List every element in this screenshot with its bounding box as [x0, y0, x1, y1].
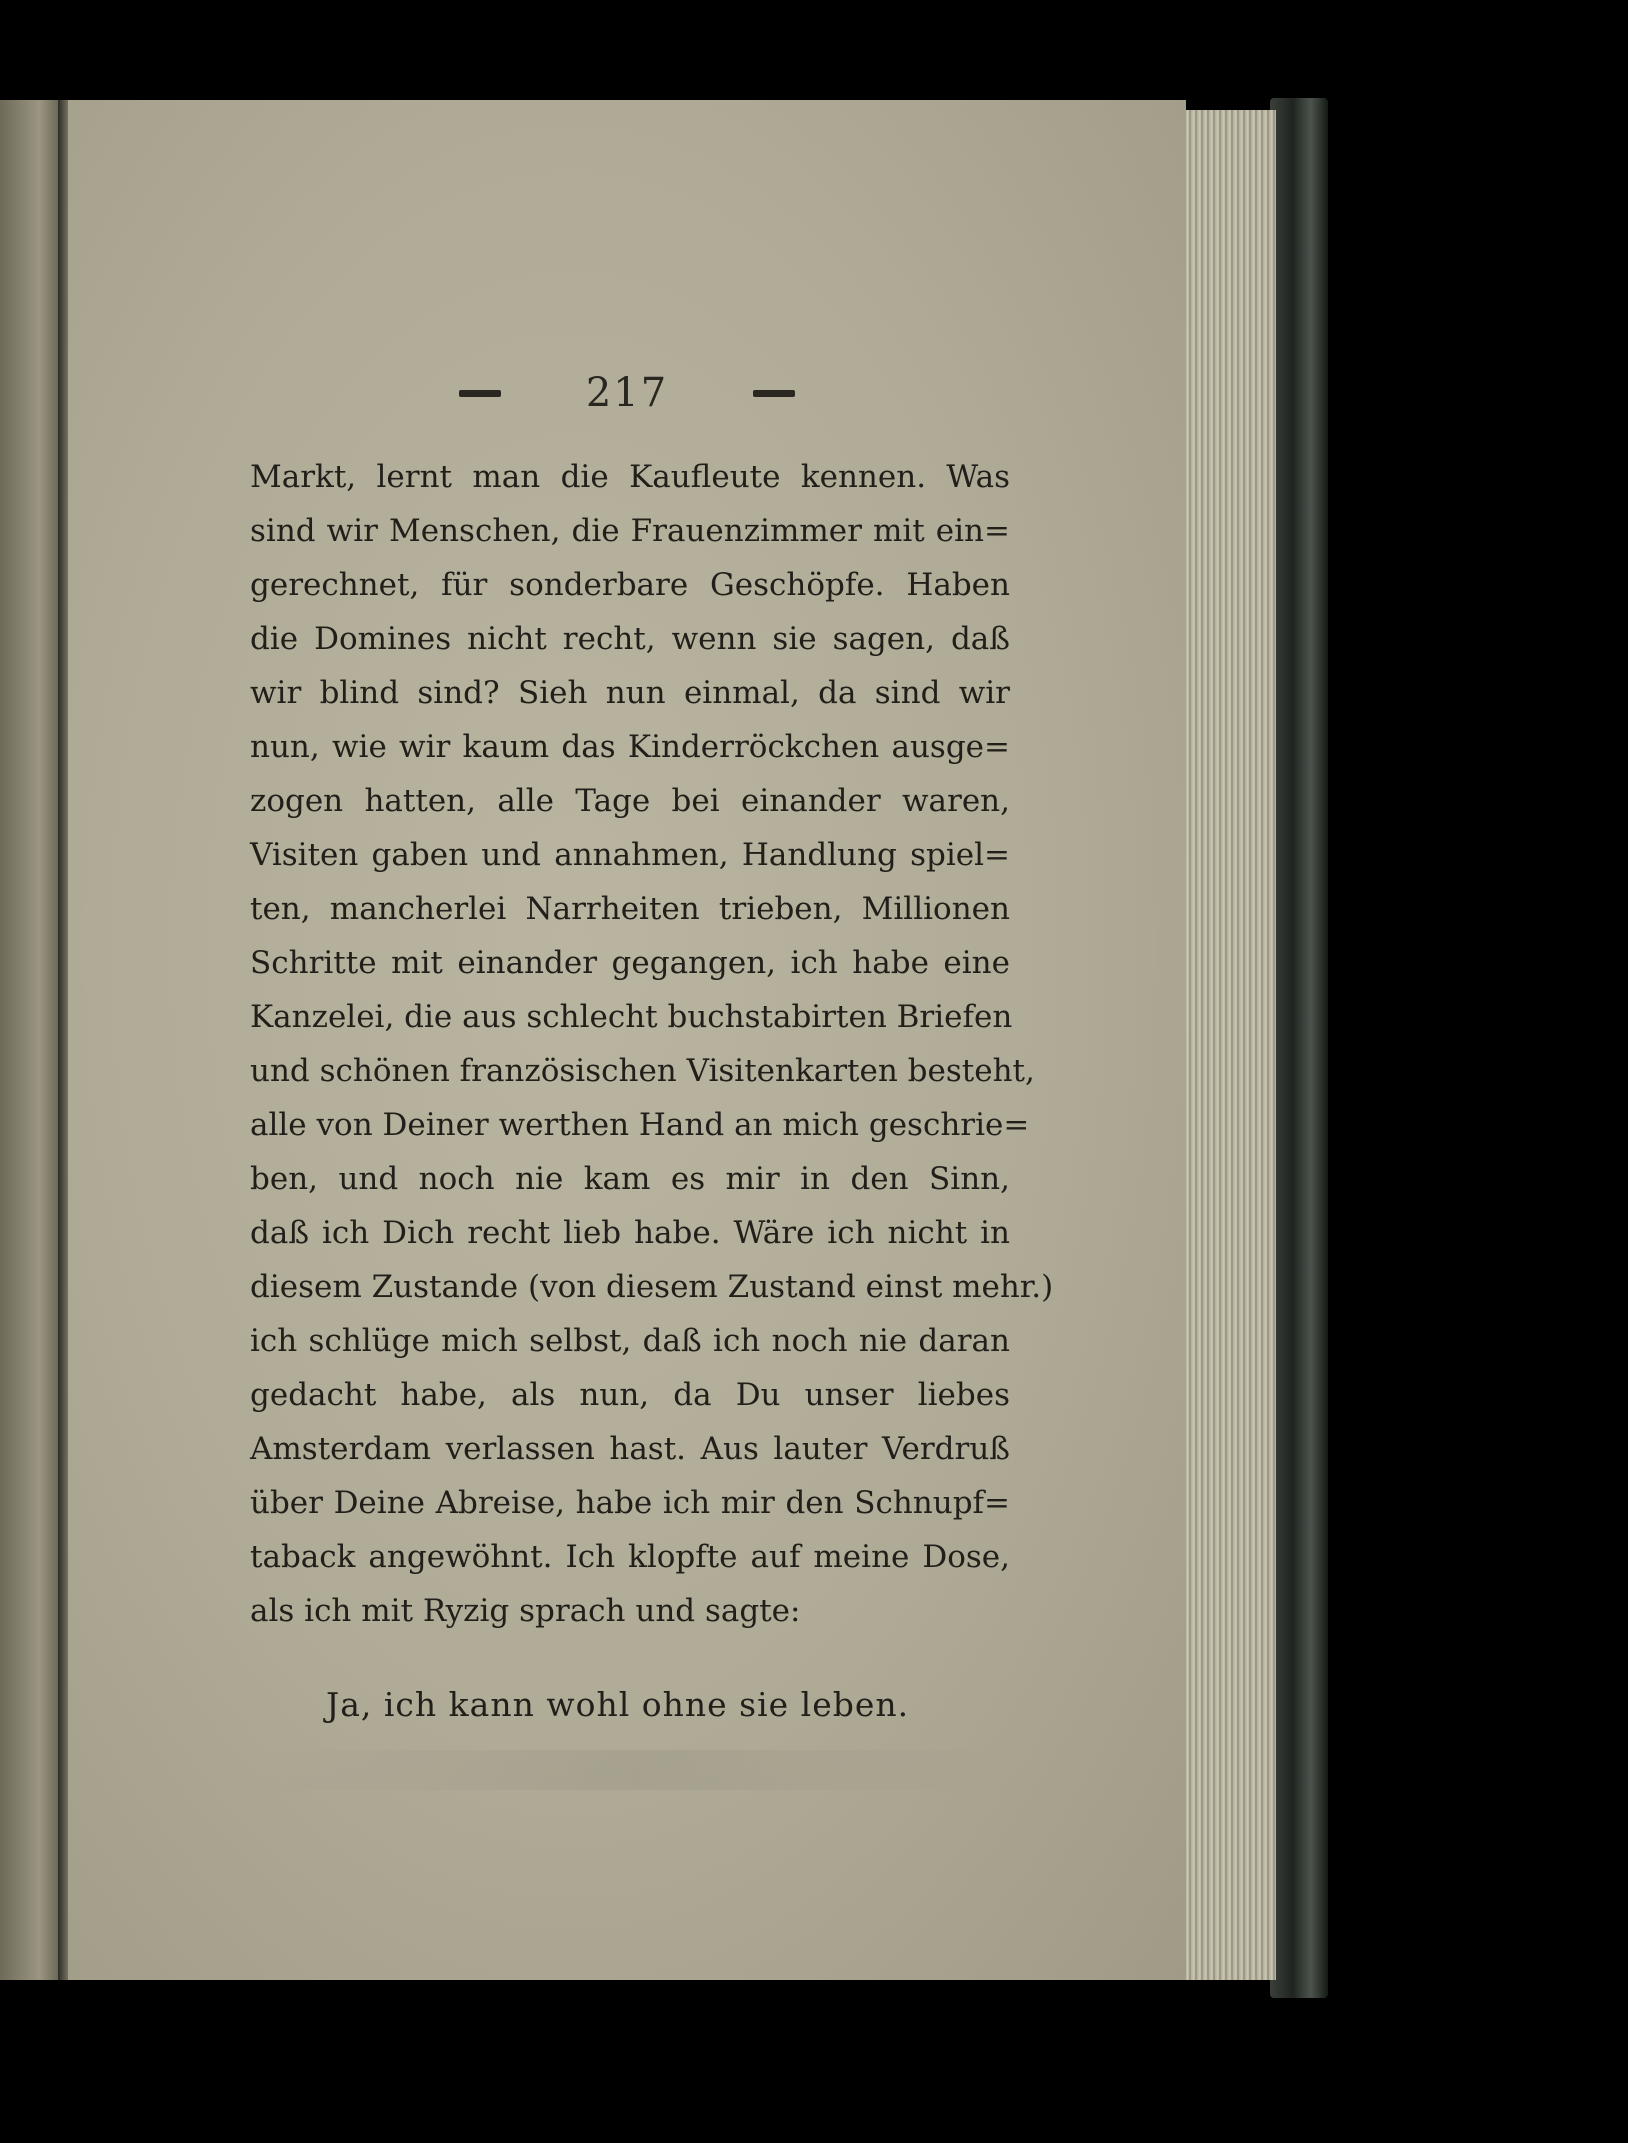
book-cover-edge [1270, 98, 1328, 1998]
text-line: Visiten gaben und annahmen, Handlung spiel= [250, 837, 1010, 873]
text-line: Markt, lernt man die Kaufleute kennen. Was [250, 459, 1010, 495]
text-line: daß ich Dich recht lieb habe. Wäre ich nicht in [250, 1215, 1010, 1251]
text-line: die Domines nicht recht, wenn sie sagen, daß [250, 621, 1010, 657]
page-header [68, 370, 1186, 416]
text-line: alle von Deiner werthen Hand an mich geschrie= [250, 1107, 1030, 1143]
book-page [68, 100, 1186, 1980]
text-line: und schönen französischen Visitenkarten besteht, [250, 1053, 1035, 1089]
text-line: Schritte mit einander gegangen, ich habe eine [250, 945, 1010, 981]
body-text [250, 450, 1054, 1638]
text-line: diesem Zustande (von diesem Zustand einst mehr.) [250, 1269, 1054, 1305]
text-line: ten, mancherlei Narrheiten trieben, Millionen [250, 891, 1010, 927]
quoted-line: Ja, ich kann wohl ohne sie leben. [326, 1685, 910, 1724]
text-line: über Deine Abreise, habe ich mir den Schnupf= [250, 1485, 1010, 1521]
text-line: ben, und noch nie kam es mir in den Sinn, [250, 1161, 1010, 1197]
text-line: gedacht habe, als nun, da Du unser liebes [250, 1377, 1010, 1413]
header-dash-left [459, 390, 501, 397]
text-line: Kanzelei, die aus schlecht buchstabirten Briefen [250, 999, 1013, 1035]
text-line: wir blind sind? Sieh nun einmal, da sind wir [250, 675, 1010, 711]
header-dash-right [753, 390, 795, 397]
page-stack-edge [1180, 110, 1276, 1980]
text-line: gerechnet, für sonderbare Geschöpfe. Haben [250, 567, 1010, 603]
text-line: als ich mit Ryzig sprach und sagte: [250, 1593, 801, 1629]
bleed-through-stain [258, 1750, 1018, 1790]
text-line: Amsterdam verlassen hast. Aus lauter Verdruß [250, 1431, 1010, 1467]
text-line: zogen hatten, alle Tage bei einander waren, [250, 783, 1010, 819]
text-line: taback angewöhnt. Ich klopfte auf meine Dose, [250, 1539, 1010, 1575]
text-line: ich schlüge mich selbst, daß ich noch nie daran [250, 1323, 1010, 1359]
text-line: sind wir Menschen, die Frauenzimmer mit ein= [250, 513, 1010, 549]
text-line: nun, wie wir kaum das Kinderröckchen ausge= [250, 729, 1010, 765]
previous-page-edge [0, 100, 66, 1980]
page-number: 217 [585, 370, 669, 416]
